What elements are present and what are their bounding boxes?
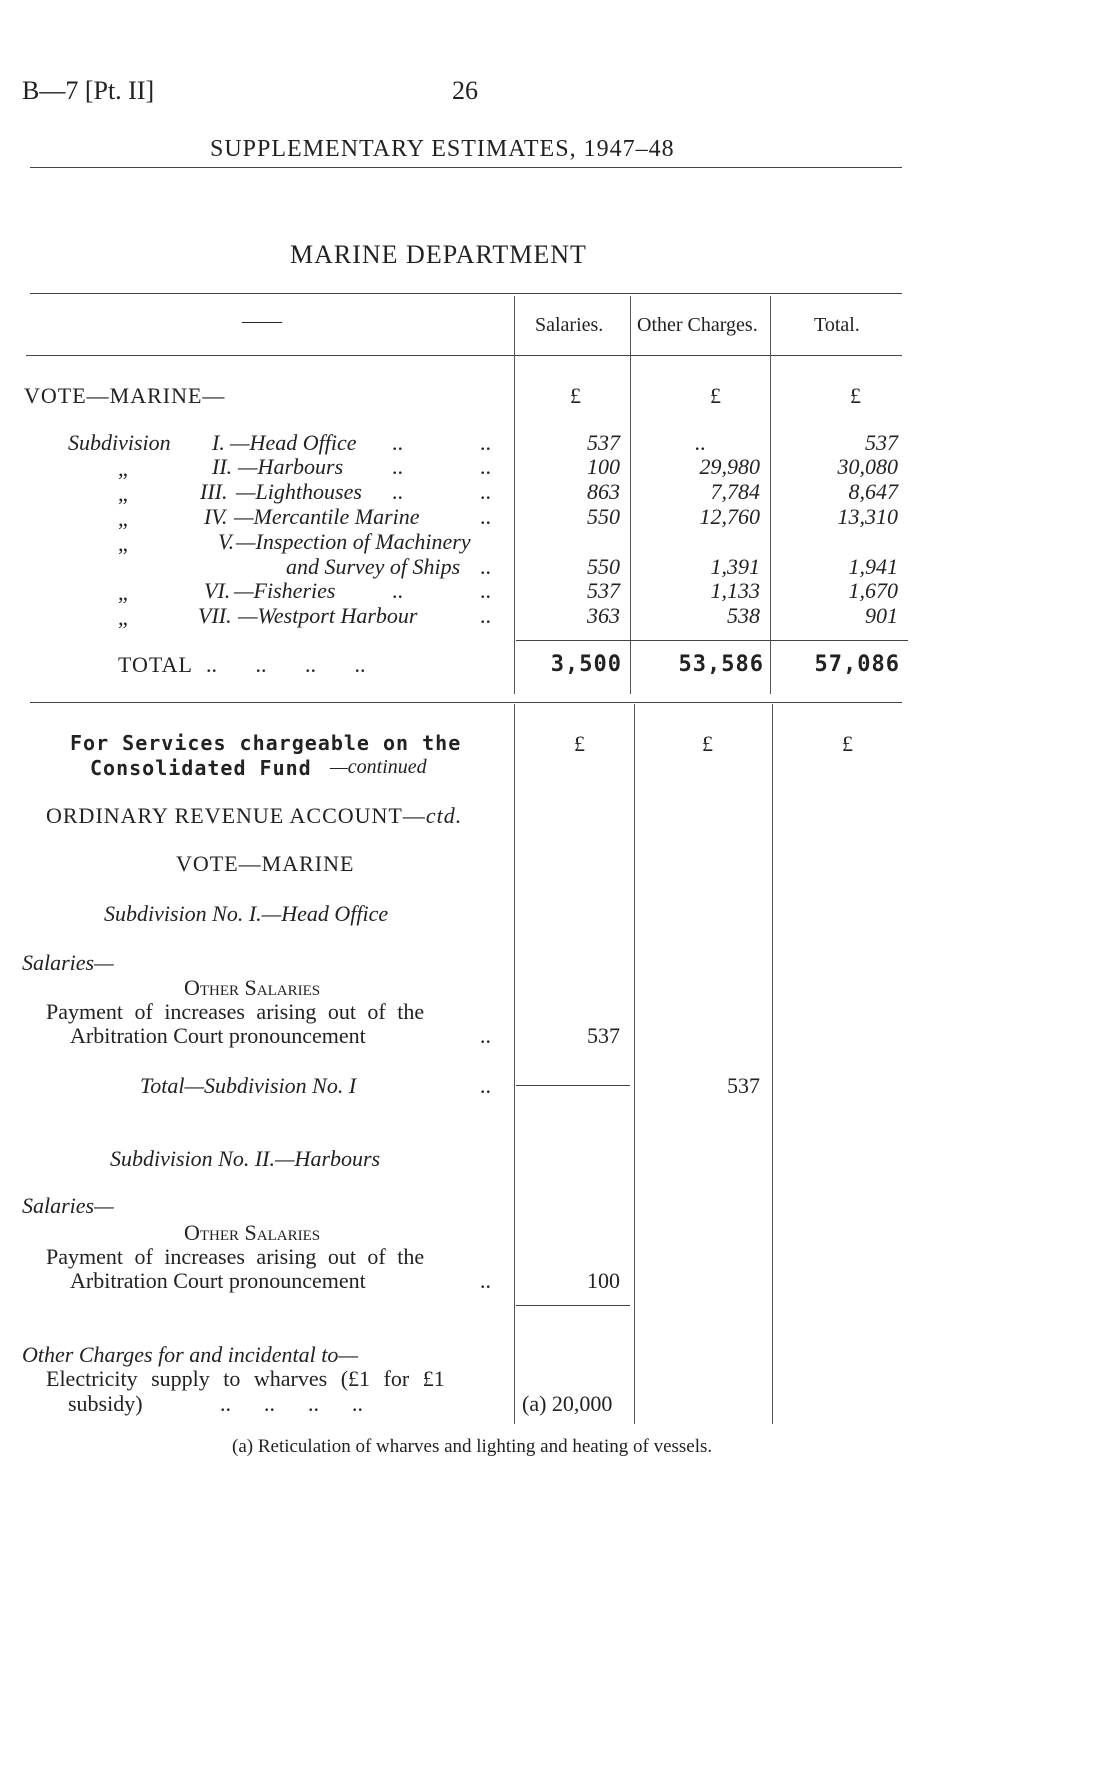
other-salaries-label: Other Salaries [184, 975, 321, 1000]
dot-leader: .. [392, 430, 403, 455]
other-charges-value: 1,133 [710, 578, 760, 603]
ditto-mark: „ [118, 605, 128, 630]
other-charges-label: Other Charges for and incidental to— [22, 1342, 358, 1367]
subdivision-heading: Subdivision No. II.—Harbours [110, 1146, 381, 1171]
document-reference: B—7 [Pt. II] [22, 76, 155, 105]
dot-leader: .. [392, 454, 403, 479]
currency-symbol: £ [842, 731, 853, 756]
total-label: TOTAL [118, 652, 193, 677]
salaries-label: Salaries— [22, 950, 114, 975]
other-charges-value: 538 [727, 603, 760, 628]
total-value: 1,941 [848, 554, 898, 579]
currency-symbol: £ [850, 383, 861, 408]
total-value: 1,670 [848, 578, 898, 603]
ditto-mark: „ [118, 531, 128, 556]
dot-leader: .. [480, 1023, 491, 1048]
salaries-value: 537 [587, 578, 620, 603]
item-description-continued: subsidy) [68, 1391, 143, 1416]
item-amount: (a) 20,000 [522, 1391, 613, 1416]
other-charges-value: .. [694, 430, 706, 455]
subdivision-numeral: IV. [204, 504, 228, 529]
total-value: 30,080 [837, 454, 898, 479]
subdivision-name: —Westport Harbour [238, 603, 418, 628]
subdivision-name: —Mercantile Marine [234, 504, 420, 529]
salaries-value: 363 [587, 603, 620, 628]
total-value: 901 [865, 603, 898, 628]
salaries-label: Salaries— [22, 1193, 114, 1218]
currency-symbol: £ [702, 731, 713, 756]
column-rule [630, 296, 631, 694]
dot-leader: .. [480, 578, 491, 603]
services-heading-continued: —continued [330, 756, 427, 778]
column-rule [770, 296, 771, 694]
subtotal-rule [516, 1085, 630, 1086]
subdivision-name: —Inspection of Machinery [236, 529, 471, 554]
subdivision-name: —Lighthouses [236, 479, 362, 504]
other-charges-value: 7,784 [710, 479, 760, 504]
currency-symbol: £ [570, 383, 581, 408]
item-description: Electricity supply to wharves (£1 for £1 [46, 1366, 445, 1391]
header-rule [30, 167, 902, 168]
subdivision-numeral: II. [212, 454, 233, 479]
footnote: (a) Reticulation of wharves and lighting and heating of vessels. [232, 1436, 713, 1457]
subdivision-numeral: VII. [198, 603, 232, 628]
total-rule [516, 640, 908, 641]
item-amount: 100 [587, 1268, 620, 1293]
dot-leader: .. [480, 479, 491, 504]
currency-symbol: £ [710, 383, 721, 408]
salaries-value: 100 [587, 454, 620, 479]
subdivision-word: Subdivision [68, 430, 171, 455]
column-rule [772, 704, 773, 1424]
ditto-mark: „ [118, 506, 128, 531]
column-header-salaries: Salaries. [535, 314, 604, 336]
services-heading-line1: For Services chargeable on the [70, 731, 462, 755]
vote-label: VOTE—MARINE— [24, 383, 226, 408]
column-rule [514, 296, 515, 694]
dot-leader: .. [480, 454, 491, 479]
total-other-charges: 53,586 [678, 652, 764, 677]
other-charges-value: 29,980 [699, 454, 760, 479]
dot-leader: .. .. .. .. [220, 1391, 363, 1416]
other-charges-value: 1,391 [710, 554, 760, 579]
services-heading-line2: Consolidated Fund [90, 756, 312, 780]
dot-leader: .. [480, 504, 491, 529]
total-value: 8,647 [848, 479, 898, 504]
dot-leader: .. [392, 578, 403, 603]
ditto-mark: „ [118, 481, 128, 506]
subdivision-name: —Head Office [230, 430, 357, 455]
ditto-mark: „ [118, 580, 128, 605]
dot-leader: .. [480, 430, 491, 455]
subdivision-numeral: I. [212, 430, 225, 455]
column-header-total: Total. [814, 314, 860, 336]
subdivision-name: —Fisheries [234, 578, 336, 603]
other-salaries-label: Other Salaries [184, 1220, 321, 1245]
ditto-mark: „ [118, 456, 128, 481]
subdivision-numeral: VI. [204, 578, 231, 603]
page-number: 26 [452, 76, 478, 105]
item-description: Payment of increases arising out of the [46, 999, 425, 1024]
salaries-value: 537 [587, 430, 620, 455]
other-charges-value: 12,760 [699, 504, 760, 529]
account-name: ORDINARY REVENUE ACCOUNT— [46, 803, 426, 828]
salaries-value: 550 [587, 504, 620, 529]
account-ctd: ctd. [425, 803, 463, 828]
total-salaries: 3,500 [550, 652, 622, 677]
dot-leader: .. [480, 1073, 491, 1098]
item-description: Payment of increases arising out of the [46, 1244, 425, 1269]
grand-total: 57,086 [814, 652, 900, 677]
section-rule [30, 702, 902, 703]
dot-leader: .. [392, 479, 403, 504]
dot-leader: .. .. .. .. [206, 652, 366, 677]
total-value: 537 [865, 430, 898, 455]
salaries-value: 863 [587, 479, 620, 504]
subdivision-total-amount: 537 [727, 1073, 760, 1098]
subdivision-heading: Subdivision No. I.—Head Office [104, 901, 389, 926]
column-rule [634, 704, 635, 1424]
dot-leader: .. [480, 603, 491, 628]
stub-dash: —— [242, 310, 282, 332]
salaries-value: 550 [587, 554, 620, 579]
subdivision-name: —Harbours [238, 454, 344, 479]
item-description-continued: Arbitration Court pronouncement [70, 1268, 366, 1293]
item-amount: 537 [587, 1023, 620, 1048]
subdivision-name-continued: and Survey of Ships [286, 554, 461, 579]
subtotal-rule [516, 1305, 630, 1306]
column-rule [514, 704, 515, 1424]
department-title: MARINE DEPARTMENT [290, 240, 587, 269]
subdivision-total-label: Total—Subdivision No. I [140, 1073, 357, 1098]
column-header-other-charges: Other Charges. [637, 314, 758, 336]
table-top-rule [30, 293, 902, 294]
total-value: 13,310 [837, 504, 898, 529]
item-description-continued: Arbitration Court pronouncement [70, 1023, 366, 1048]
dot-leader: .. [480, 1268, 491, 1293]
account-heading [46, 803, 462, 829]
subdivision-numeral: V. [218, 529, 235, 554]
currency-symbol: £ [574, 731, 585, 756]
subdivision-numeral: III. [200, 479, 228, 504]
running-title: SUPPLEMENTARY ESTIMATES, 1947–48 [210, 136, 675, 162]
vote-heading: VOTE—MARINE [176, 851, 355, 876]
dot-leader: .. [480, 554, 491, 579]
